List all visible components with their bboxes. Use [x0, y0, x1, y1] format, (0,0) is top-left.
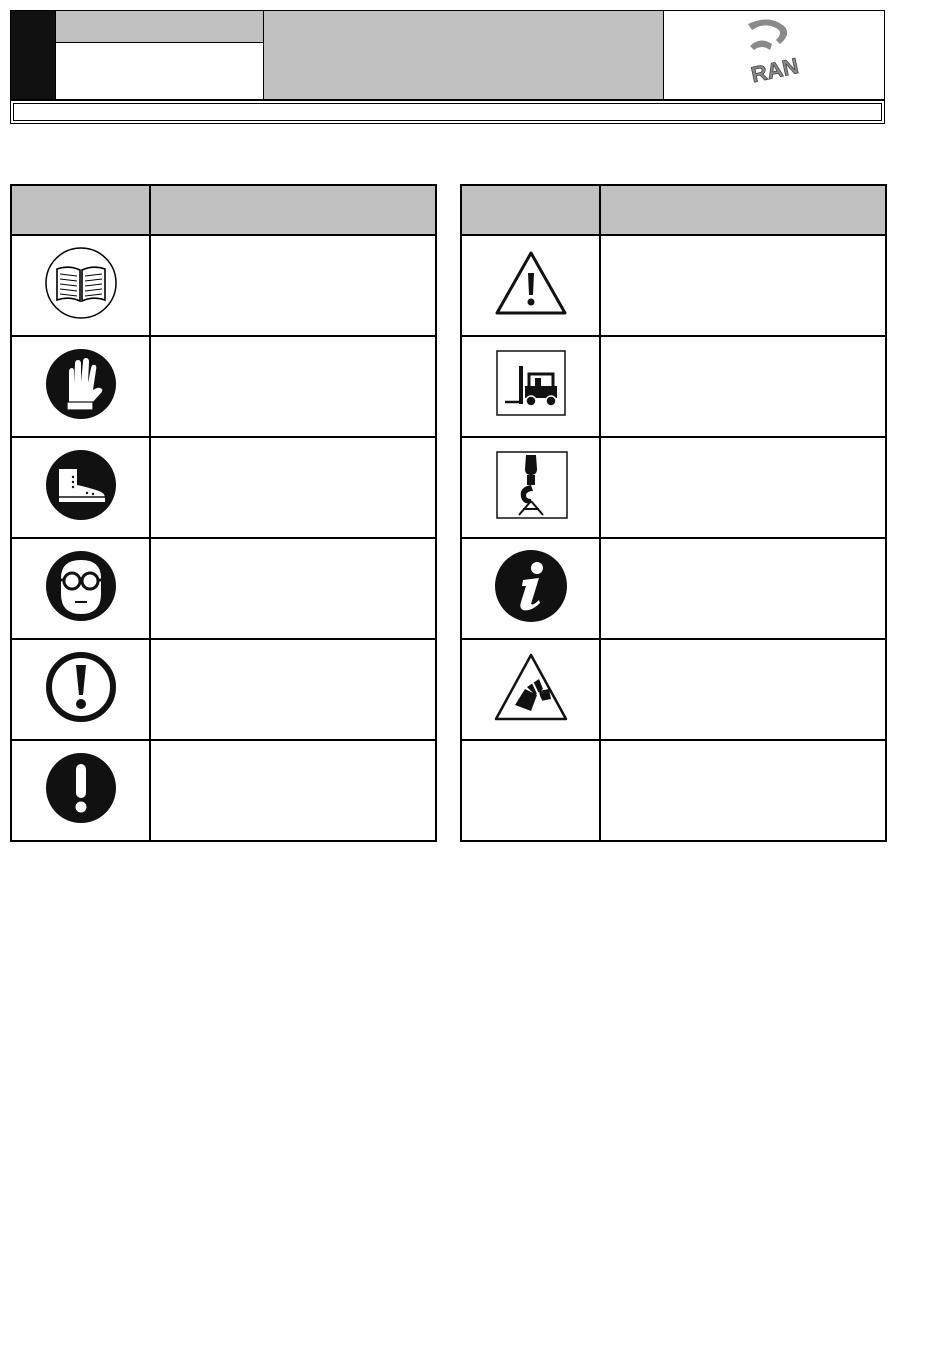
header-black-tab: [11, 11, 55, 99]
description-cell: [150, 538, 436, 639]
safety-shoes-icon: [43, 447, 119, 523]
description-cell: [150, 740, 436, 841]
symbol-column-header: [461, 185, 600, 235]
symbol-cell: [461, 538, 600, 639]
table-row: [461, 639, 886, 740]
description-cell: [150, 437, 436, 538]
symbol-cell: [461, 437, 600, 538]
goggles-icon: [43, 548, 119, 624]
description-column-header: [150, 185, 436, 235]
table-row: [11, 235, 436, 336]
symbol-cell: [11, 639, 150, 740]
symbol-cell: [11, 740, 150, 841]
warning-triangle-icon: [493, 245, 569, 321]
description-cell: [150, 235, 436, 336]
table-row: [461, 336, 886, 437]
symbol-cell: [461, 336, 600, 437]
description-cell: [600, 235, 886, 336]
symbol-cell: [11, 538, 150, 639]
symbol-cell: [11, 336, 150, 437]
header-subtitle-bar: [10, 100, 885, 124]
symbol-cell: [11, 235, 150, 336]
forklift-icon: [493, 346, 569, 422]
description-column-header: [600, 185, 886, 235]
description-cell: [600, 336, 886, 437]
table-row: [11, 639, 436, 740]
symbol-cell: [461, 235, 600, 336]
symbol-cell: [11, 437, 150, 538]
table-header-row: [11, 185, 436, 235]
table-row: [11, 336, 436, 437]
mandatory-exclamation-icon: [43, 750, 119, 826]
description-cell: [150, 336, 436, 437]
document-header: [10, 10, 885, 100]
symbol-table-right: [460, 184, 887, 842]
crane-hook-icon: [493, 447, 569, 523]
header-cell-bottom-left: [55, 43, 263, 99]
symbol-table-left: [10, 184, 437, 842]
symbol-column-header: [11, 185, 150, 235]
manual-book-icon: [43, 245, 119, 321]
symbol-cell: [461, 740, 600, 841]
gloves-icon: [43, 346, 119, 422]
description-cell: [600, 639, 886, 740]
table-header-row: [461, 185, 886, 235]
description-cell: [600, 740, 886, 841]
description-cell: [600, 437, 886, 538]
table-row: [461, 538, 886, 639]
header-logo-cell: [663, 11, 884, 99]
symbol-cell: [461, 639, 600, 740]
crushing-hazard-icon: [493, 649, 569, 725]
svg-text:RAN: RAN: [748, 53, 801, 86]
description-cell: [600, 538, 886, 639]
table-row: [461, 437, 886, 538]
information-icon: [493, 548, 569, 624]
table-row: [11, 740, 436, 841]
attention-circle-icon: [43, 649, 119, 725]
description-cell: [150, 639, 436, 740]
table-row: [461, 740, 886, 841]
table-row: [11, 437, 436, 538]
table-row: [461, 235, 886, 336]
header-title-cell: [263, 11, 663, 99]
table-row: [11, 538, 436, 639]
company-logo: [740, 16, 806, 91]
header-cell-top-left: [55, 11, 263, 43]
